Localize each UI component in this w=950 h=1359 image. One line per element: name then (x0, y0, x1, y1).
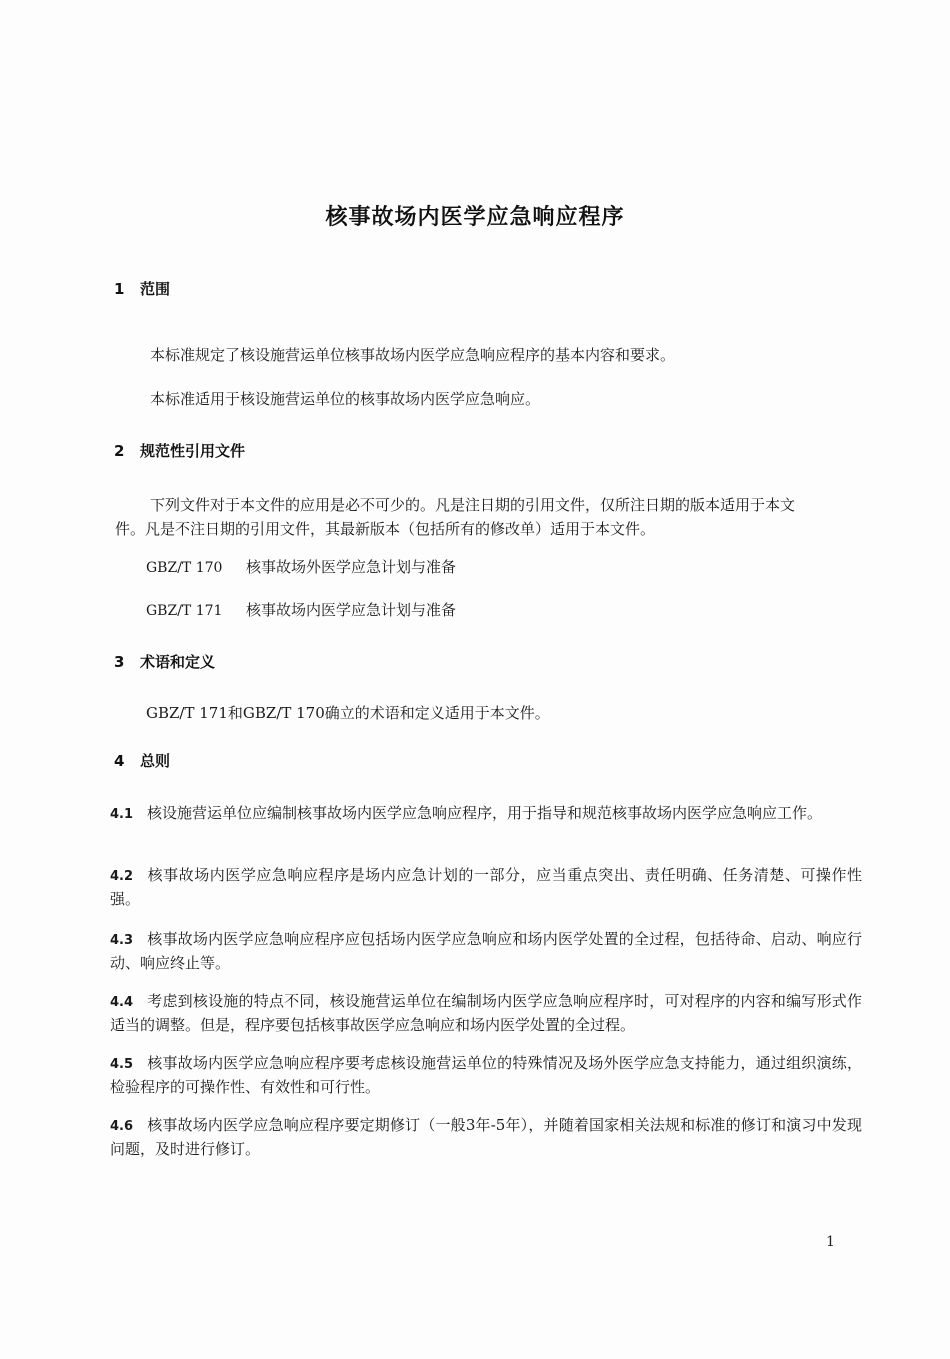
clause-text: 核事故场内医学应急响应程序应包括场内医学应急响应和场内医学处置的全过程，包括待命、启动、响应行动、响应终止等。 (110, 930, 862, 972)
section-2-paragraph-line-1: 下列文件对于本文件的应用是必不可少的。凡是注日期的引用文件，仅所注日期的版本适用于本文 (150, 496, 796, 514)
section-1-heading (114, 278, 170, 299)
section-title: 规范性引用文件 (140, 442, 246, 460)
section-title: 总则 (140, 752, 171, 770)
clause-number: 4.1 (110, 807, 134, 822)
clause-number: 4.3 (110, 933, 134, 948)
clause-4-4 (110, 990, 862, 1037)
clause-text: 核事故场内医学应急响应程序要考虑核设施营运单位的特殊情况及场外医学应急支持能力，通过组织演练，检验程序的可操作性、有效性和可行性。 (110, 1054, 862, 1096)
page-number: 1 (826, 1234, 835, 1250)
clause-number: 4.6 (110, 1119, 134, 1134)
section-3-heading (114, 651, 215, 672)
clause-text: 考虑到核设施的特点不同，核设施营运单位在编制场内医学应急响应程序时，可对程序的内容和编写形式作适当的调整。但是，程序要包括核事故医学应急响应和场内医学处置的全过程。 (110, 992, 862, 1034)
section-title: 范围 (140, 280, 171, 298)
clause-number: 4.4 (110, 995, 134, 1010)
reference-title: 核事故场内医学应急计划与准备 (246, 601, 457, 619)
section-title: 术语和定义 (140, 653, 216, 671)
clause-number: 4.5 (110, 1057, 134, 1072)
section-1-paragraph-1: 本标准规定了核设施营运单位核事故场内医学应急响应程序的基本内容和要求。 (150, 346, 676, 364)
clause-4-5 (110, 1052, 862, 1099)
normative-reference (146, 556, 456, 577)
clause-text: 核事故场内医学应急响应程序要定期修订（一般3年-5年），并随着国家相关法规和标准的修订和演习中发现问题，及时进行修订。 (110, 1116, 862, 1158)
section-2-paragraph-line-2: 件。凡是不注日期的引用文件，其最新版本（包括所有的修改单）适用于本文件。 (115, 520, 656, 538)
section-number: 2 (114, 442, 125, 460)
clause-4-1 (110, 802, 862, 826)
section-4-heading (114, 750, 170, 771)
section-3-paragraph: GBZ/T 171和GBZ/T 170确立的术语和定义适用于本文件。 (146, 704, 550, 722)
clause-4-3 (110, 928, 862, 975)
clause-text: 核设施营运单位应编制核事故场内医学应急响应程序，用于指导和规范核事故场内医学应急响应工作。 (147, 804, 823, 822)
section-number: 1 (114, 280, 125, 298)
section-number: 4 (114, 752, 125, 770)
reference-title: 核事故场外医学应急计划与准备 (246, 558, 457, 576)
clause-4-6 (110, 1114, 862, 1161)
section-2-heading (114, 440, 245, 461)
reference-code: GBZ/T 170 (146, 560, 223, 576)
clause-text: 核事故场内医学应急响应程序是场内应急计划的一部分，应当重点突出、责任明确、任务清楚、可操作性强。 (110, 866, 862, 908)
section-number: 3 (114, 653, 125, 671)
section-1-paragraph-2: 本标准适用于核设施营运单位的核事故场内医学应急响应。 (150, 390, 541, 408)
clause-4-2 (110, 864, 862, 911)
reference-code: GBZ/T 171 (146, 603, 223, 619)
document-title: 核事故场内医学应急响应程序 (325, 205, 625, 230)
clause-number: 4.2 (110, 869, 134, 884)
normative-reference (146, 599, 456, 620)
